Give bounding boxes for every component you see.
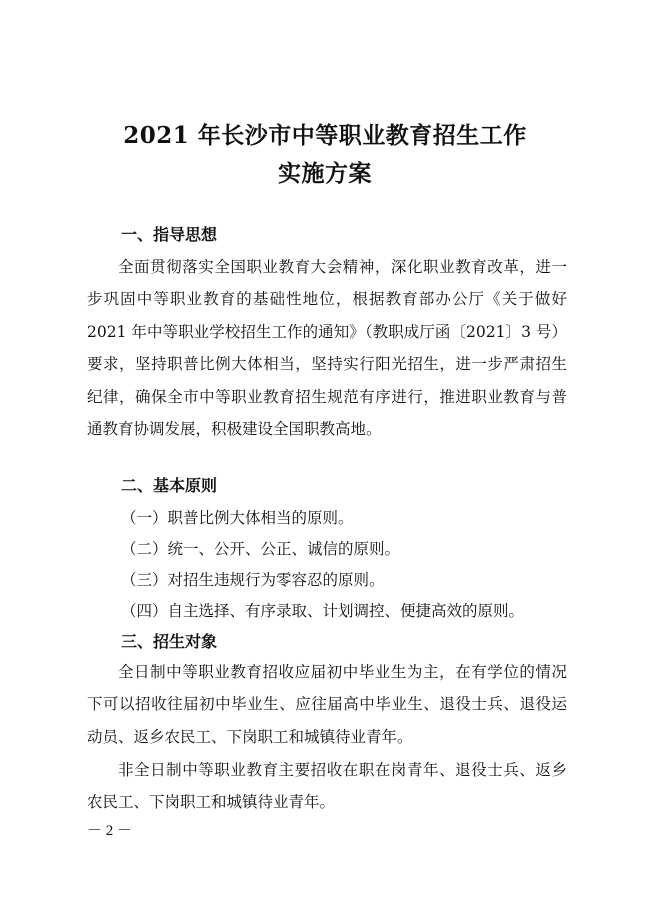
section-heading-enrollment-targets: 三、招生对象 [121,632,218,651]
section-paragraph: 全日制中等职业教育招收应届初中毕业生为主，在有学位的情况下可以招收往届初中毕业生、应往届高中毕业生、退役士兵、退役运动员、返乡农民工、下岗职工和城镇待业青年。 [87,663,567,746]
page-number: － 2 － [87,823,133,839]
principle-item: （一）职普比例大体相当的原则。 [121,509,354,527]
principle-item: （四）自主选择、有序录取、计划调控、便捷高效的原则。 [121,602,525,620]
principle-item: （二）统一、公开、公正、诚信的原则。 [121,540,401,558]
document-title-line-2: 实施方案 [278,160,372,187]
section-paragraph: 非全日制中等职业教育主要招收在职在岗青年、退役士兵、返乡农民工、下岗职工和城镇待业青年。 [87,761,567,812]
document-title-line-1: 2021 年长沙市中等职业教育招生工作 [123,122,527,149]
section-heading-guiding-ideology: 一、指导思想 [121,225,218,244]
principle-item: （三）对招生违规行为零容忍的原则。 [121,571,385,589]
section-heading-basic-principles: 二、基本原则 [121,476,218,495]
section-paragraph: 全面贯彻落实全国职业教育大会精神，深化职业教育改革，进一步巩固中等职业教育的基础性地位，根据教育部办公厅《关于做好 2021 年中等职业学校招生工作的通知》（教职成厅函〔2021〕3 号）要求，坚持职普比例大体相当，坚持实行阳光招生，进一步严肃招生纪律，确保全市中等职业教育招生规范有序进行，推进职业教育与普通教育协调发展，积极建设全国职教高地。 [87,258,567,439]
